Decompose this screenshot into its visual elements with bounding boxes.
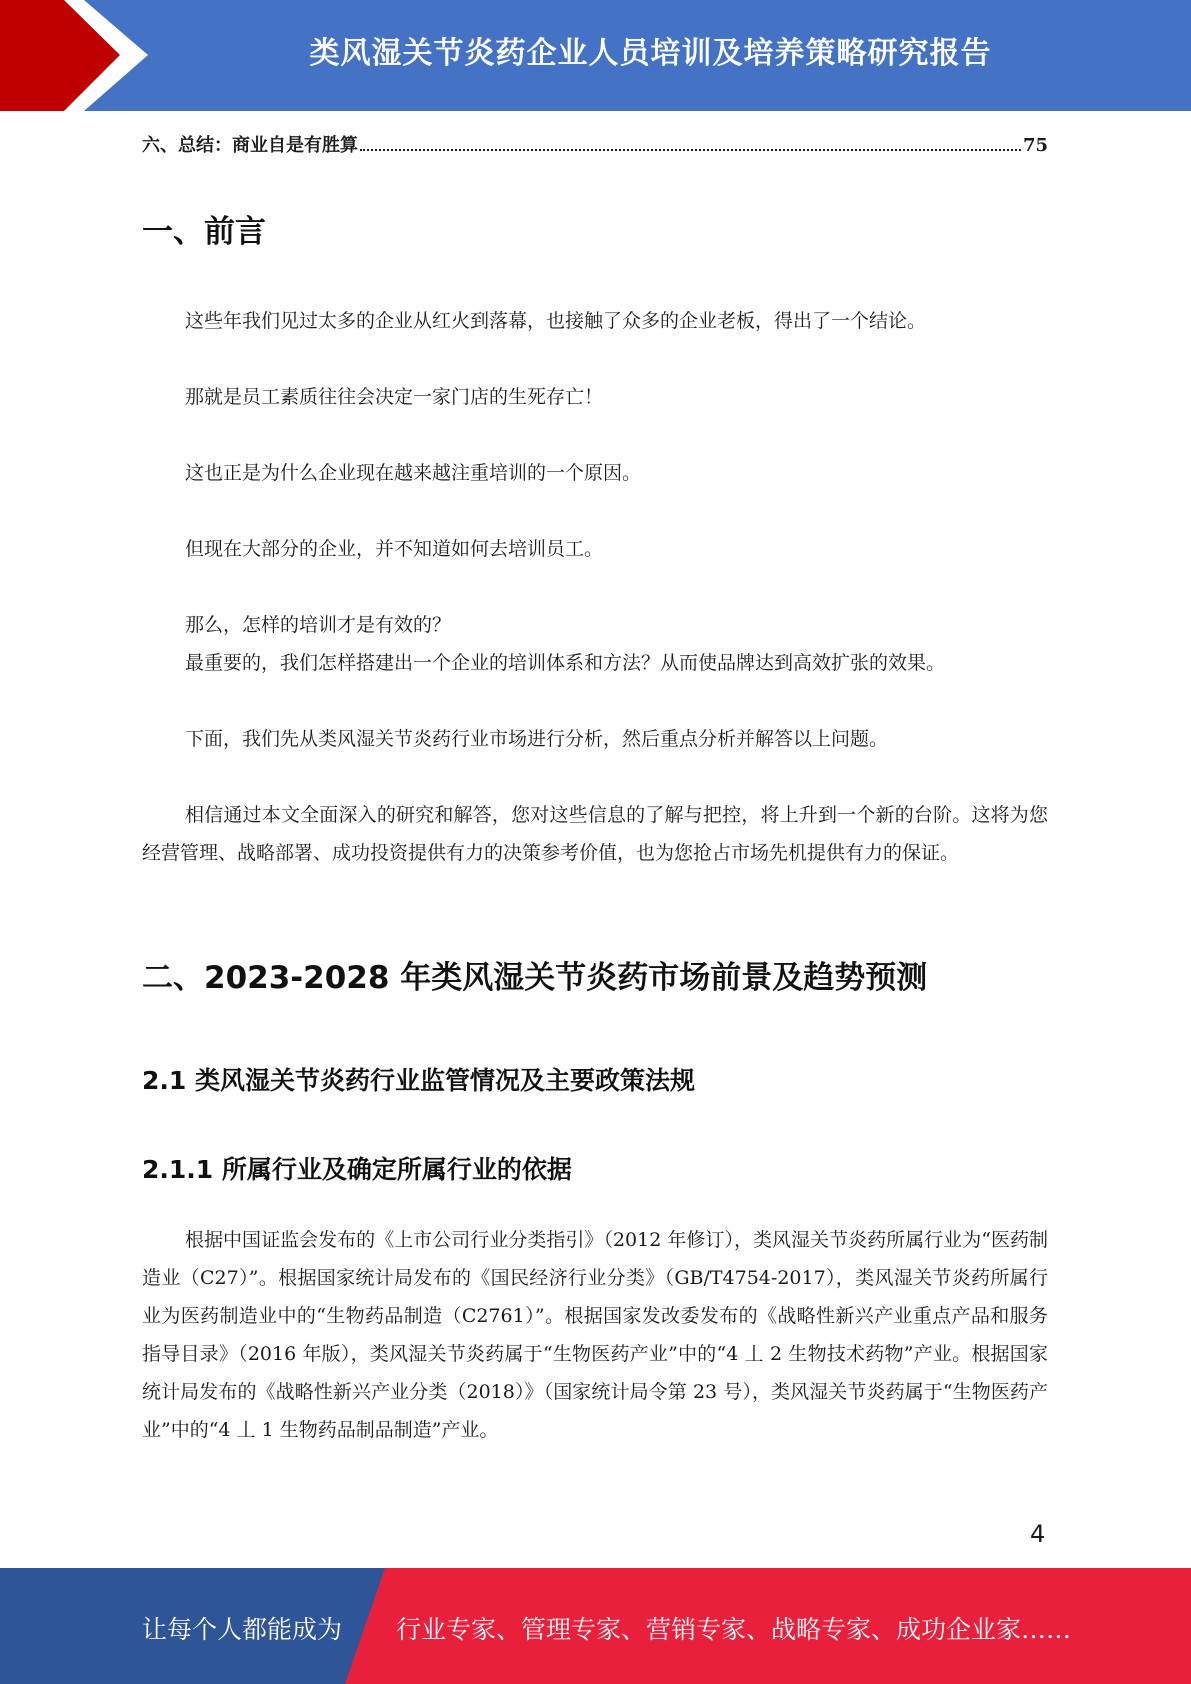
toc-entry[interactable]: [142, 131, 1048, 157]
paragraph: 最重要的，我们怎样搭建出一个企业的培训体系和方法？从而使品牌达到高效扩张的效果。: [185, 652, 946, 674]
paragraph: 这些年我们见过太多的企业从红火到落幕，也接触了众多的企业老板，得出了一个结论。: [185, 310, 927, 332]
paragraph: 下面，我们先从类风湿关节炎药行业市场进行分析，然后重点分析并解答以上问题。: [185, 728, 889, 750]
footer-slogan-left: 让每个人都能成为: [142, 1615, 343, 1644]
paragraph: 那就是员工素质往往会决定一家门店的生死存亡！: [185, 386, 604, 408]
paragraph: 那么，怎样的培训才是有效的？: [185, 614, 452, 636]
toc-dot-leader: [360, 149, 1021, 151]
toc-entry-label: 六、总结：商业自是有胜算: [142, 135, 358, 156]
footer-slogan-right: 行业专家、管理专家、营销专家、战略专家、成功企业家……: [396, 1615, 1072, 1644]
page-footer: [0, 1568, 1191, 1684]
page-header: [0, 0, 1191, 111]
paragraph: 相信通过本文全面深入的研究和解答，您对这些信息的了解与把控，将上升到一个新的台阶。这将为您经营管理、战略部署、成功投资提供有力的决策参考价值，也为您抢占市场先机提供有力的保证。: [142, 804, 1048, 864]
section-heading-preface: 一、前言: [142, 214, 266, 250]
header-title: 类风湿关节炎药企业人员培训及培养策略研究报告: [309, 36, 992, 71]
subsection-heading: 2.1 类风湿关节炎药行业监管情况及主要政策法规: [142, 1066, 695, 1095]
subsubsection-heading: 2.1.1 所属行业及确定所属行业的依据: [142, 1155, 572, 1184]
paragraph: 根据中国证监会发布的《上市公司行业分类指引》（2012 年修订），类风湿关节炎药所属行业为“医药制造业（C27）”。根据国家统计局发布的《国民经济行业分类》（GB/T4754-2017），类风湿关节炎药所属行业为医药制造业中的“生物药品制造（C2761）”。根据国家发改委发布的《战略性新兴产业重点产品和服务指导目录》（2016 年版），类风湿关节炎药属于“生物医药产业”中的“4 丄 2 生物技术药物”产业。根据国家统计局发布的《战略性新兴产业分类（2018）》（国家统计局令第 23 号），类风湿关节炎药属于“生物医药产业”中的“4 丄 1 生物药品制品制造”产业。: [142, 1229, 1048, 1441]
page-number: 4: [1030, 1520, 1046, 1548]
section-heading-market-forecast: 二、2023-2028 年类风湿关节炎药市场前景及趋势预测: [142, 960, 928, 996]
paragraph: 这也正是为什么企业现在越来越注重培训的一个原因。: [185, 462, 642, 484]
paragraph: 但现在大部分的企业，并不知道如何去培训员工。: [185, 538, 604, 560]
toc-entry-page: 75: [1022, 135, 1048, 156]
